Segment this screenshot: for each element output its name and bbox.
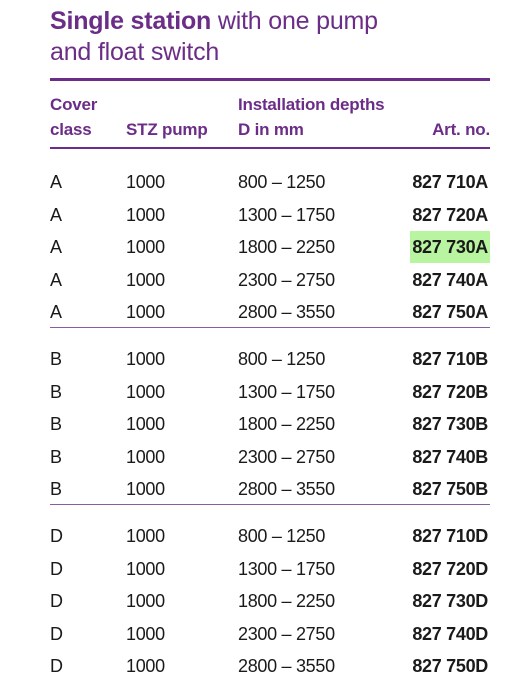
installation-depth-cell: 2300 – 2750 — [238, 270, 335, 290]
table-row — [50, 441, 490, 473]
cover-class-cell: B — [50, 414, 62, 434]
table-row — [50, 264, 490, 296]
table-row — [50, 520, 490, 552]
cover-class-cell: B — [50, 447, 62, 467]
table-row — [50, 650, 490, 682]
table-row — [50, 473, 490, 505]
header-cover-class — [50, 92, 97, 142]
installation-depth-cell: 800 – 1250 — [238, 172, 326, 192]
stz-pump-cell: 1000 — [126, 270, 165, 290]
cover-class-cell: D — [50, 624, 63, 644]
cover-class-cell: A — [50, 205, 62, 225]
cover-class-cell: A — [50, 270, 62, 290]
article-number-cell: 827 740B — [412, 447, 488, 467]
article-number-cell: 827 730D — [412, 591, 488, 611]
header-installation-depths — [238, 92, 384, 142]
header-cover-line-2: class — [50, 120, 92, 139]
table-row — [50, 585, 490, 617]
header-depth-line-1: Installation depths — [238, 95, 385, 114]
stz-pump-cell: 1000 — [126, 349, 165, 369]
cover-class-cell: A — [50, 237, 62, 257]
article-number-cell: 827 710D — [412, 526, 488, 546]
cover-class-cell: A — [50, 302, 62, 322]
stz-pump-cell: 1000 — [126, 172, 165, 192]
article-number-cell: 827 720A — [412, 205, 488, 225]
article-number-cell: 827 710B — [412, 349, 488, 369]
installation-depth-cell: 2800 – 3550 — [238, 302, 335, 322]
stz-pump-cell: 1000 — [126, 414, 165, 434]
installation-depth-cell: 2300 – 2750 — [238, 447, 335, 467]
installation-depth-cell: 1800 – 2250 — [238, 591, 335, 611]
stz-pump-cell: 1000 — [126, 447, 165, 467]
installation-depth-cell: 1300 – 1750 — [238, 559, 335, 579]
cover-class-cell: B — [50, 349, 62, 369]
installation-depth-cell: 2800 – 3550 — [238, 479, 335, 499]
article-number-cell: 827 740A — [412, 270, 488, 290]
title-divider — [50, 78, 490, 81]
table-row — [50, 408, 490, 440]
table-row — [50, 296, 490, 328]
stz-pump-cell: 1000 — [126, 591, 165, 611]
title-bold: Single station — [50, 7, 212, 35]
installation-depth-cell: 800 – 1250 — [238, 526, 326, 546]
installation-depth-cell: 2300 – 2750 — [238, 624, 335, 644]
installation-depth-cell: 800 – 1250 — [238, 349, 326, 369]
title-rest: with one pump — [211, 7, 378, 35]
article-number-cell: 827 720B — [412, 382, 488, 402]
article-number-cell: 827 750B — [412, 479, 488, 499]
stz-pump-cell: 1000 — [126, 382, 165, 402]
article-number-cell: 827 720D — [412, 559, 488, 579]
table-row — [50, 376, 490, 408]
stz-pump-cell: 1000 — [126, 237, 165, 257]
cover-class-cell: D — [50, 591, 63, 611]
cover-class-cell: D — [50, 559, 63, 579]
stz-pump-cell: 1000 — [126, 624, 165, 644]
installation-depth-cell: 1300 – 1750 — [238, 205, 335, 225]
cover-class-cell: B — [50, 479, 62, 499]
stz-pump-cell: 1000 — [126, 526, 165, 546]
table-row — [50, 166, 490, 198]
stz-pump-cell: 1000 — [126, 479, 165, 499]
stz-pump-cell: 1000 — [126, 559, 165, 579]
article-number-cell: 827 740D — [412, 624, 488, 644]
stz-pump-cell: 1000 — [126, 205, 165, 225]
cover-class-cell: D — [50, 526, 63, 546]
page-title — [50, 6, 490, 68]
article-number-cell: 827 750A — [412, 302, 488, 322]
article-number-cell: 827 710A — [412, 172, 488, 192]
table-row — [50, 199, 490, 231]
article-number-cell: 827 730A — [410, 231, 490, 263]
table-row — [50, 618, 490, 650]
article-number-cell: 827 750D — [412, 656, 488, 676]
header-cover-line-1: Cover — [50, 95, 98, 114]
table-row — [50, 343, 490, 375]
header-divider — [50, 147, 490, 149]
header-art-no: Art. no. — [432, 120, 490, 139]
installation-depth-cell: 1300 – 1750 — [238, 382, 335, 402]
table-row — [50, 553, 490, 585]
cover-class-cell: A — [50, 172, 62, 192]
stz-pump-cell: 1000 — [126, 656, 165, 676]
cover-class-cell: D — [50, 656, 63, 676]
group-divider — [50, 504, 490, 505]
stz-pump-cell: 1000 — [126, 302, 165, 322]
title-line-2: and float switch — [50, 38, 220, 66]
installation-depth-cell: 1800 – 2250 — [238, 237, 335, 257]
installation-depth-cell: 1800 – 2250 — [238, 414, 335, 434]
header-stz-pump: STZ pump — [126, 120, 208, 139]
title-line-1 — [50, 6, 490, 37]
header-depth-line-2: D in mm — [238, 120, 304, 139]
table-row — [50, 231, 490, 263]
installation-depth-cell: 2800 – 3550 — [238, 656, 335, 676]
cover-class-cell: B — [50, 382, 62, 402]
article-number-cell: 827 730B — [412, 414, 488, 434]
group-divider — [50, 327, 490, 328]
